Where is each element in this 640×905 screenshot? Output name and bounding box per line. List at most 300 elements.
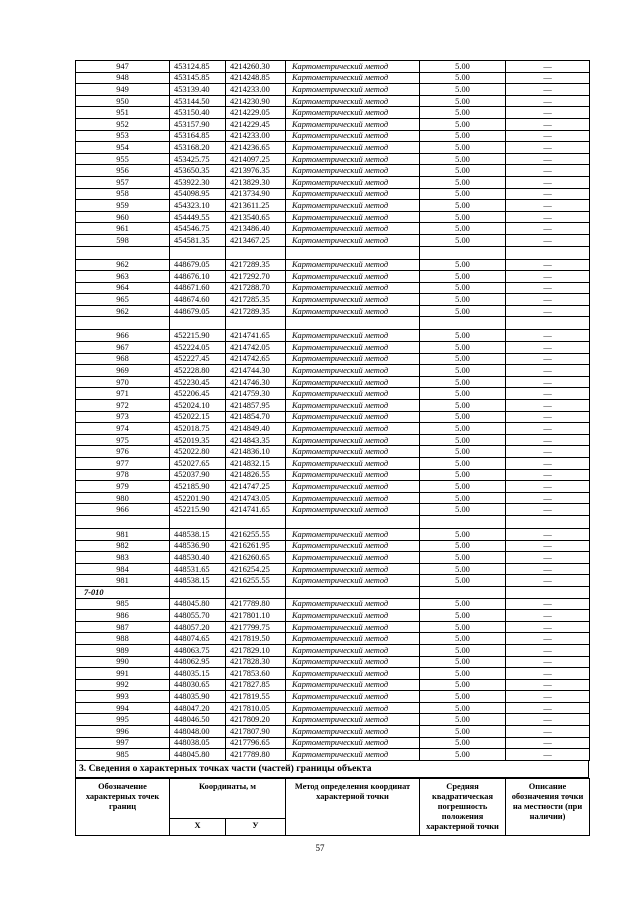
point-id-cell: 993 <box>76 691 170 703</box>
y-cell: 4217819.50 <box>226 633 286 645</box>
point-id-cell: 977 <box>76 458 170 470</box>
method-cell: Картометрический метод <box>286 679 420 691</box>
table-row <box>76 271 590 283</box>
y-cell: 4214741.65 <box>226 504 286 516</box>
point-id-cell: 978 <box>76 469 170 481</box>
table-row <box>76 130 590 142</box>
table-row <box>76 400 590 412</box>
header-x: Х <box>170 818 226 835</box>
page-number: 57 <box>315 843 325 853</box>
accuracy-cell: 5.00 <box>420 610 506 622</box>
x-cell: 454098.95 <box>170 188 226 200</box>
accuracy-cell: 5.00 <box>420 458 506 470</box>
table-row <box>76 633 590 645</box>
point-id-cell: 984 <box>76 563 170 575</box>
method-cell: Картометрический метод <box>286 130 420 142</box>
x-cell: 448035.15 <box>170 668 226 680</box>
x-cell: 448062.95 <box>170 656 226 668</box>
accuracy-cell: 5.00 <box>420 575 506 587</box>
method-cell: Картометрический метод <box>286 446 420 458</box>
description-cell: — <box>506 423 590 435</box>
y-cell: 4217810.05 <box>226 702 286 714</box>
description-cell: — <box>506 153 590 165</box>
description-cell: — <box>506 737 590 749</box>
method-cell: Картометрический метод <box>286 702 420 714</box>
point-id-cell: 962 <box>76 305 170 317</box>
x-cell: 452027.65 <box>170 458 226 470</box>
accuracy-cell: 5.00 <box>420 84 506 96</box>
x-cell: 453145.85 <box>170 72 226 84</box>
y-cell: 4214743.05 <box>226 492 286 504</box>
y-cell: 4213486.40 <box>226 223 286 235</box>
table-row <box>76 714 590 726</box>
accuracy-cell: 5.00 <box>420 271 506 283</box>
y-cell: 4214230.90 <box>226 95 286 107</box>
description-cell: — <box>506 107 590 119</box>
point-id-cell: 980 <box>76 492 170 504</box>
table-row <box>76 342 590 354</box>
y-cell: 4217285.35 <box>226 294 286 306</box>
point-id-cell: 965 <box>76 294 170 306</box>
method-cell: Картометрический метод <box>286 575 420 587</box>
table-row <box>76 540 590 552</box>
table-row <box>76 282 590 294</box>
table-row <box>76 411 590 423</box>
description-cell: — <box>506 142 590 154</box>
table-row <box>76 691 590 703</box>
point-id-cell <box>76 317 170 330</box>
table-row <box>76 575 590 587</box>
method-cell: Картометрический метод <box>286 691 420 703</box>
table-row <box>76 376 590 388</box>
point-id-cell: 975 <box>76 434 170 446</box>
description-cell <box>506 586 590 598</box>
table-row <box>76 305 590 317</box>
point-id-cell: 994 <box>76 702 170 714</box>
method-cell <box>286 515 420 528</box>
table-row <box>76 668 590 680</box>
description-cell: — <box>506 330 590 342</box>
accuracy-cell <box>420 586 506 598</box>
x-cell: 448046.50 <box>170 714 226 726</box>
description-cell: — <box>506 95 590 107</box>
header-y: У <box>226 818 286 835</box>
description-cell: — <box>506 492 590 504</box>
point-id-cell: 995 <box>76 714 170 726</box>
method-cell: Картометрический метод <box>286 668 420 680</box>
x-cell: 448679.05 <box>170 305 226 317</box>
y-cell <box>226 586 286 598</box>
x-cell: 452206.45 <box>170 388 226 400</box>
point-id-cell: 983 <box>76 552 170 564</box>
point-id-cell: 996 <box>76 726 170 738</box>
x-cell: 453164.85 <box>170 130 226 142</box>
method-cell: Картометрический метод <box>286 563 420 575</box>
accuracy-cell: 5.00 <box>420 714 506 726</box>
method-cell: Картометрический метод <box>286 434 420 446</box>
y-cell: 4217853.60 <box>226 668 286 680</box>
method-cell: Картометрический метод <box>286 540 420 552</box>
y-cell: 4213829.30 <box>226 176 286 188</box>
x-cell: 448057.20 <box>170 621 226 633</box>
table-row <box>76 165 590 177</box>
table-row <box>76 234 590 246</box>
accuracy-cell: 5.00 <box>420 376 506 388</box>
x-cell: 448038.05 <box>170 737 226 749</box>
description-cell <box>506 317 590 330</box>
x-cell: 448538.15 <box>170 575 226 587</box>
accuracy-cell: 5.00 <box>420 365 506 377</box>
table-row <box>76 528 590 540</box>
x-cell: 454449.55 <box>170 211 226 223</box>
y-cell: 4214229.45 <box>226 118 286 130</box>
description-cell: — <box>506 188 590 200</box>
point-id-cell: 959 <box>76 200 170 212</box>
description-cell: — <box>506 434 590 446</box>
x-cell: 448536.90 <box>170 540 226 552</box>
accuracy-cell: 5.00 <box>420 61 506 73</box>
method-cell: Картометрический метод <box>286 223 420 235</box>
y-cell: 4214233.00 <box>226 84 286 96</box>
table-row <box>76 353 590 365</box>
description-cell: — <box>506 749 590 761</box>
description-cell: — <box>506 563 590 575</box>
description-cell: — <box>506 259 590 271</box>
x-cell: 452037.90 <box>170 469 226 481</box>
method-cell: Картометрический метод <box>286 737 420 749</box>
point-id-cell: 970 <box>76 376 170 388</box>
accuracy-cell: 5.00 <box>420 234 506 246</box>
description-cell: — <box>506 234 590 246</box>
description-cell: — <box>506 469 590 481</box>
x-cell: 453157.90 <box>170 118 226 130</box>
table-row <box>76 72 590 84</box>
point-id-cell: 985 <box>76 749 170 761</box>
x-cell: 448035.90 <box>170 691 226 703</box>
table-row <box>76 726 590 738</box>
header-accuracy: Средняя квадратическая погрешность положения характерной точки <box>420 778 506 835</box>
description-cell: — <box>506 633 590 645</box>
table-row <box>76 61 590 73</box>
accuracy-cell: 5.00 <box>420 423 506 435</box>
table-row <box>76 118 590 130</box>
accuracy-cell: 5.00 <box>420 552 506 564</box>
method-cell: Картометрический метод <box>286 644 420 656</box>
x-cell <box>170 246 226 259</box>
table-row <box>76 259 590 271</box>
y-cell: 4217801.10 <box>226 610 286 622</box>
table-row <box>76 176 590 188</box>
x-cell: 454546.75 <box>170 223 226 235</box>
x-cell: 453650.35 <box>170 165 226 177</box>
x-cell: 448676.10 <box>170 271 226 283</box>
y-cell: 4217796.65 <box>226 737 286 749</box>
y-cell: 4217819.55 <box>226 691 286 703</box>
x-cell: 448047.20 <box>170 702 226 714</box>
table-row <box>76 365 590 377</box>
description-cell: — <box>506 575 590 587</box>
method-cell: Картометрический метод <box>286 259 420 271</box>
y-cell: 4217289.35 <box>226 305 286 317</box>
method-cell: Картометрический метод <box>286 176 420 188</box>
y-cell: 4214233.00 <box>226 130 286 142</box>
accuracy-cell: 5.00 <box>420 691 506 703</box>
accuracy-cell: 5.00 <box>420 200 506 212</box>
method-cell: Картометрический метод <box>286 633 420 645</box>
method-cell: Картометрический метод <box>286 72 420 84</box>
method-cell: Картометрический метод <box>286 726 420 738</box>
table-row <box>76 586 590 598</box>
y-cell: 4214759.30 <box>226 388 286 400</box>
x-cell: 448048.00 <box>170 726 226 738</box>
accuracy-cell: 5.00 <box>420 668 506 680</box>
method-cell: Картометрический метод <box>286 423 420 435</box>
table-row <box>76 317 590 330</box>
y-cell: 4217828.30 <box>226 656 286 668</box>
y-cell: 4214854.70 <box>226 411 286 423</box>
point-id-cell: 982 <box>76 540 170 552</box>
x-cell: 448531.65 <box>170 563 226 575</box>
x-cell <box>170 586 226 598</box>
method-cell: Картометрический метод <box>286 153 420 165</box>
y-cell: 4214843.35 <box>226 434 286 446</box>
method-cell: Картометрический метод <box>286 714 420 726</box>
point-id-cell: 949 <box>76 84 170 96</box>
table-row <box>76 749 590 761</box>
point-id-cell: 971 <box>76 388 170 400</box>
description-cell: — <box>506 540 590 552</box>
table-row <box>76 610 590 622</box>
method-cell: Картометрический метод <box>286 84 420 96</box>
x-cell <box>170 317 226 330</box>
y-cell: 4214836.10 <box>226 446 286 458</box>
table-row <box>76 200 590 212</box>
y-cell: 4214248.85 <box>226 72 286 84</box>
y-cell: 4213467.25 <box>226 234 286 246</box>
accuracy-cell: 5.00 <box>420 702 506 714</box>
method-cell: Картометрический метод <box>286 598 420 610</box>
section-3-title: 3. Сведения о характерных точках части (частей) границы объекта <box>75 761 589 778</box>
header-method: Метод определения координат характерной точки <box>286 778 420 835</box>
description-cell: — <box>506 305 590 317</box>
x-cell: 453150.40 <box>170 107 226 119</box>
table-row <box>76 153 590 165</box>
method-cell: Картометрический метод <box>286 165 420 177</box>
description-cell: — <box>506 353 590 365</box>
method-cell: Картометрический метод <box>286 107 420 119</box>
table-row <box>76 481 590 493</box>
y-cell: 4214747.25 <box>226 481 286 493</box>
y-cell: 4214742.05 <box>226 342 286 354</box>
method-cell: Картометрический метод <box>286 353 420 365</box>
x-cell: 452019.35 <box>170 434 226 446</box>
description-cell: — <box>506 644 590 656</box>
y-cell: 4213734.90 <box>226 188 286 200</box>
y-cell: 4214832.15 <box>226 458 286 470</box>
point-id-cell: 968 <box>76 353 170 365</box>
point-id-cell: 976 <box>76 446 170 458</box>
y-cell: 4217827.85 <box>226 679 286 691</box>
table-row <box>76 492 590 504</box>
accuracy-cell: 5.00 <box>420 563 506 575</box>
y-cell: 4214744.30 <box>226 365 286 377</box>
description-cell: — <box>506 458 590 470</box>
y-cell: 4214229.05 <box>226 107 286 119</box>
point-id-cell: 950 <box>76 95 170 107</box>
description-cell <box>506 515 590 528</box>
point-id-cell: 973 <box>76 411 170 423</box>
table-row <box>76 621 590 633</box>
x-cell: 452215.90 <box>170 504 226 516</box>
point-id-cell: 991 <box>76 668 170 680</box>
description-cell: — <box>506 552 590 564</box>
point-id-cell: 958 <box>76 188 170 200</box>
x-cell: 452227.45 <box>170 353 226 365</box>
point-id-cell: 7-010 <box>76 586 170 598</box>
table-row <box>76 515 590 528</box>
table-row <box>76 223 590 235</box>
accuracy-cell: 5.00 <box>420 107 506 119</box>
x-cell: 453124.85 <box>170 61 226 73</box>
accuracy-cell: 5.00 <box>420 469 506 481</box>
description-cell: — <box>506 365 590 377</box>
table-row <box>76 294 590 306</box>
point-id-cell: 952 <box>76 118 170 130</box>
accuracy-cell: 5.00 <box>420 492 506 504</box>
point-id-cell: 986 <box>76 610 170 622</box>
method-cell: Картометрический метод <box>286 95 420 107</box>
y-cell: 4216255.55 <box>226 528 286 540</box>
table-row <box>76 188 590 200</box>
description-cell: — <box>506 211 590 223</box>
y-cell: 4214857.95 <box>226 400 286 412</box>
description-cell: — <box>506 528 590 540</box>
table-row <box>76 84 590 96</box>
x-cell: 452018.75 <box>170 423 226 435</box>
accuracy-cell: 5.00 <box>420 118 506 130</box>
description-cell: — <box>506 621 590 633</box>
y-cell: 4213611.25 <box>226 200 286 212</box>
point-id-cell: 956 <box>76 165 170 177</box>
description-cell: — <box>506 84 590 96</box>
y-cell: 4217288.70 <box>226 282 286 294</box>
accuracy-cell: 5.00 <box>420 211 506 223</box>
y-cell: 4213540.65 <box>226 211 286 223</box>
table-row <box>76 330 590 342</box>
description-cell: — <box>506 446 590 458</box>
point-id-cell: 987 <box>76 621 170 633</box>
table-row <box>76 95 590 107</box>
x-cell: 448530.40 <box>170 552 226 564</box>
accuracy-cell: 5.00 <box>420 72 506 84</box>
table-row <box>76 458 590 470</box>
description-cell: — <box>506 342 590 354</box>
method-cell: Картометрический метод <box>286 400 420 412</box>
accuracy-cell: 5.00 <box>420 353 506 365</box>
description-cell: — <box>506 376 590 388</box>
accuracy-cell: 5.00 <box>420 282 506 294</box>
point-id-cell: 963 <box>76 271 170 283</box>
y-cell: 4216254.25 <box>226 563 286 575</box>
accuracy-cell: 5.00 <box>420 656 506 668</box>
y-cell: 4214746.30 <box>226 376 286 388</box>
point-id-cell: 981 <box>76 575 170 587</box>
description-cell: — <box>506 294 590 306</box>
point-id-cell: 966 <box>76 330 170 342</box>
description-cell: — <box>506 282 590 294</box>
x-cell: 448074.65 <box>170 633 226 645</box>
coordinates-table <box>75 60 590 761</box>
y-cell: 4217292.70 <box>226 271 286 283</box>
table-row <box>76 423 590 435</box>
x-cell: 453139.40 <box>170 84 226 96</box>
accuracy-cell: 5.00 <box>420 153 506 165</box>
y-cell: 4216260.65 <box>226 552 286 564</box>
accuracy-cell: 5.00 <box>420 737 506 749</box>
method-cell: Картометрический метод <box>286 376 420 388</box>
point-id-cell: 988 <box>76 633 170 645</box>
point-id-cell: 974 <box>76 423 170 435</box>
x-cell <box>170 515 226 528</box>
table-row <box>76 679 590 691</box>
description-cell: — <box>506 118 590 130</box>
y-cell <box>226 246 286 259</box>
method-cell: Картометрический метод <box>286 656 420 668</box>
x-cell: 448045.80 <box>170 749 226 761</box>
accuracy-cell: 5.00 <box>420 95 506 107</box>
y-cell: 4217789.80 <box>226 598 286 610</box>
description-cell: — <box>506 668 590 680</box>
point-id-cell: 979 <box>76 481 170 493</box>
method-cell: Картометрический метод <box>286 458 420 470</box>
x-cell: 452022.15 <box>170 411 226 423</box>
point-id-cell: 967 <box>76 342 170 354</box>
accuracy-cell <box>420 317 506 330</box>
y-cell: 4214742.65 <box>226 353 286 365</box>
point-id-cell: 992 <box>76 679 170 691</box>
table-row <box>76 434 590 446</box>
x-cell: 452024.10 <box>170 400 226 412</box>
method-cell: Картометрический метод <box>286 200 420 212</box>
point-id-cell: 955 <box>76 153 170 165</box>
y-cell <box>226 317 286 330</box>
accuracy-cell: 5.00 <box>420 481 506 493</box>
y-cell: 4217809.20 <box>226 714 286 726</box>
accuracy-cell: 5.00 <box>420 644 506 656</box>
method-cell: Картометрический метод <box>286 411 420 423</box>
accuracy-cell: 5.00 <box>420 749 506 761</box>
point-id-cell: 990 <box>76 656 170 668</box>
point-id-cell: 997 <box>76 737 170 749</box>
accuracy-cell: 5.00 <box>420 400 506 412</box>
description-cell: — <box>506 271 590 283</box>
point-id-cell: 951 <box>76 107 170 119</box>
description-cell: — <box>506 598 590 610</box>
method-cell: Картометрический метод <box>286 469 420 481</box>
description-cell: — <box>506 388 590 400</box>
point-id-cell: 947 <box>76 61 170 73</box>
document-page <box>75 60 589 836</box>
point-id-cell: 948 <box>76 72 170 84</box>
x-cell: 448030.65 <box>170 679 226 691</box>
accuracy-cell: 5.00 <box>420 305 506 317</box>
accuracy-cell: 5.00 <box>420 621 506 633</box>
table-row <box>76 211 590 223</box>
description-cell: — <box>506 726 590 738</box>
method-cell: Картометрический метод <box>286 234 420 246</box>
y-cell: 4214260.30 <box>226 61 286 73</box>
y-cell: 4217289.35 <box>226 259 286 271</box>
